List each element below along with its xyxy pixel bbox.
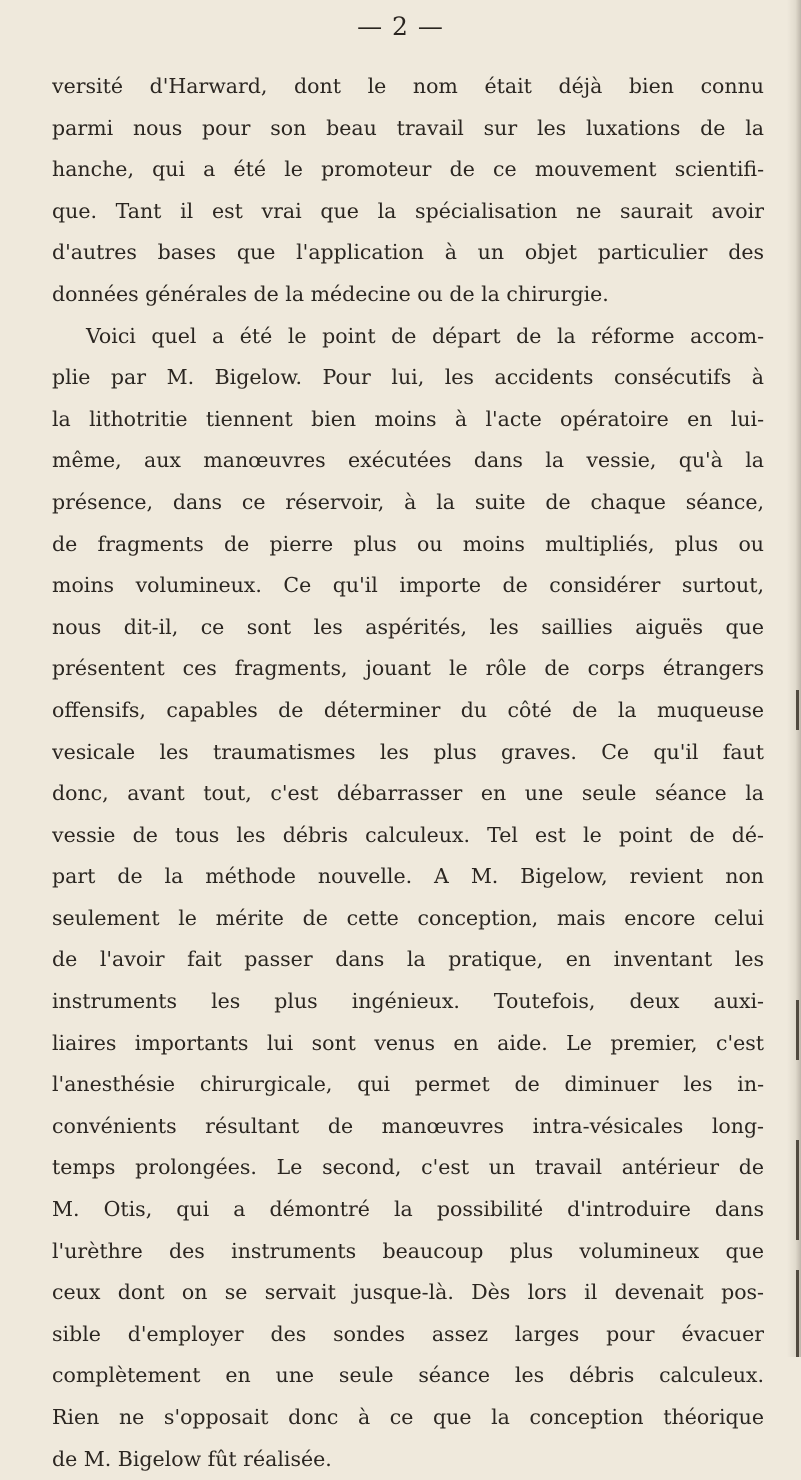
text-line: Rien ne s'opposait donc à ce que la conception théorique <box>52 1405 764 1429</box>
page-edge-mark <box>796 1270 799 1357</box>
text-line: parmi nous pour son beau travail sur les luxations de la <box>52 115 764 140</box>
page-edge-mark <box>796 1000 799 1060</box>
text-line: M. Otis, qui a démontré la possibilité d'introduire dans <box>52 1197 764 1222</box>
text-line: d'autres bases que l'application à un objet particulier des <box>52 240 764 265</box>
text-line: Voici quel a été le point de départ de la réforme accom- <box>86 323 764 348</box>
text-line: temps prolongées. Le second, c'est un travail antérieur de <box>52 1155 764 1180</box>
text-line: plie par M. Bigelow. Pour lui, les accidents consécutifs à <box>52 365 764 390</box>
text-line: part de la méthode nouvelle. A M. Bigelow, revient non <box>52 864 764 889</box>
text-line: convénients résultant de manœuvres intra-vésicales long- <box>52 1113 764 1138</box>
body-text <box>52 66 764 1480</box>
text-line: instruments les plus ingénieux. Toutefois, deux auxi- <box>52 989 764 1014</box>
text-line: ceux dont on se servait jusque-là. Dès lors il devenait pos- <box>52 1280 764 1305</box>
page-number: — 2 — <box>357 12 444 41</box>
text-line: liaires importants lui sont venus en aide. Le premier, c'est <box>52 1030 764 1055</box>
text-line: de fragments de pierre plus ou moins multipliés, plus ou <box>52 531 764 556</box>
text-line: l'anesthésie chirurgicale, qui permet de diminuer les in- <box>52 1072 764 1097</box>
text-line: présentent ces fragments, jouant le rôle de corps étrangers <box>52 656 764 681</box>
text-line: sible d'employer des sondes assez larges pour évacuer <box>52 1321 764 1346</box>
text-line: même, aux manœuvres exécutées dans la vessie, qu'à la <box>52 448 764 473</box>
text-line: moins volumineux. Ce qu'il importe de considérer surtout, <box>52 573 764 598</box>
text-line: seulement le mérite de cette conception, mais encore celui <box>52 905 764 930</box>
page-edge-mark <box>796 1140 799 1240</box>
text-line: de M. Bigelow fût réalisée. <box>52 1446 332 1471</box>
text-line: que. Tant il est vrai que la spécialisation ne saurait avoir <box>52 198 764 223</box>
page-edge-mark <box>796 690 799 730</box>
text-line: de l'avoir fait passer dans la pratique, en inventant les <box>52 947 764 972</box>
text-line: données générales de la médecine ou de la chirurgie. <box>52 281 609 306</box>
text-line: nous dit-il, ce sont les aspérités, les saillies aiguës que <box>52 614 764 639</box>
text-line: présence, dans ce réservoir, à la suite de chaque séance, <box>52 489 764 514</box>
text-line: offensifs, capables de déterminer du côté de la muqueuse <box>52 697 764 722</box>
text-line: donc, avant tout, c'est débarrasser en une seule séance la <box>52 781 764 806</box>
text-line: versité d'Harward, dont le nom était déjà bien connu <box>52 74 764 98</box>
text-line: vesicale les traumatismes les plus graves. Ce qu'il faut <box>52 739 764 764</box>
text-line: hanche, qui a été le promoteur de ce mouvement scientifi- <box>52 157 764 182</box>
text-line: la lithotritie tiennent bien moins à l'acte opératoire en lui- <box>52 406 764 431</box>
text-line: complètement en une seule séance les débris calculeux. <box>52 1363 764 1388</box>
text-line: vessie de tous les débris calculeux. Tel est le point de dé- <box>52 822 764 847</box>
text-line: l'urèthre des instruments beaucoup plus volumineux que <box>52 1238 764 1263</box>
